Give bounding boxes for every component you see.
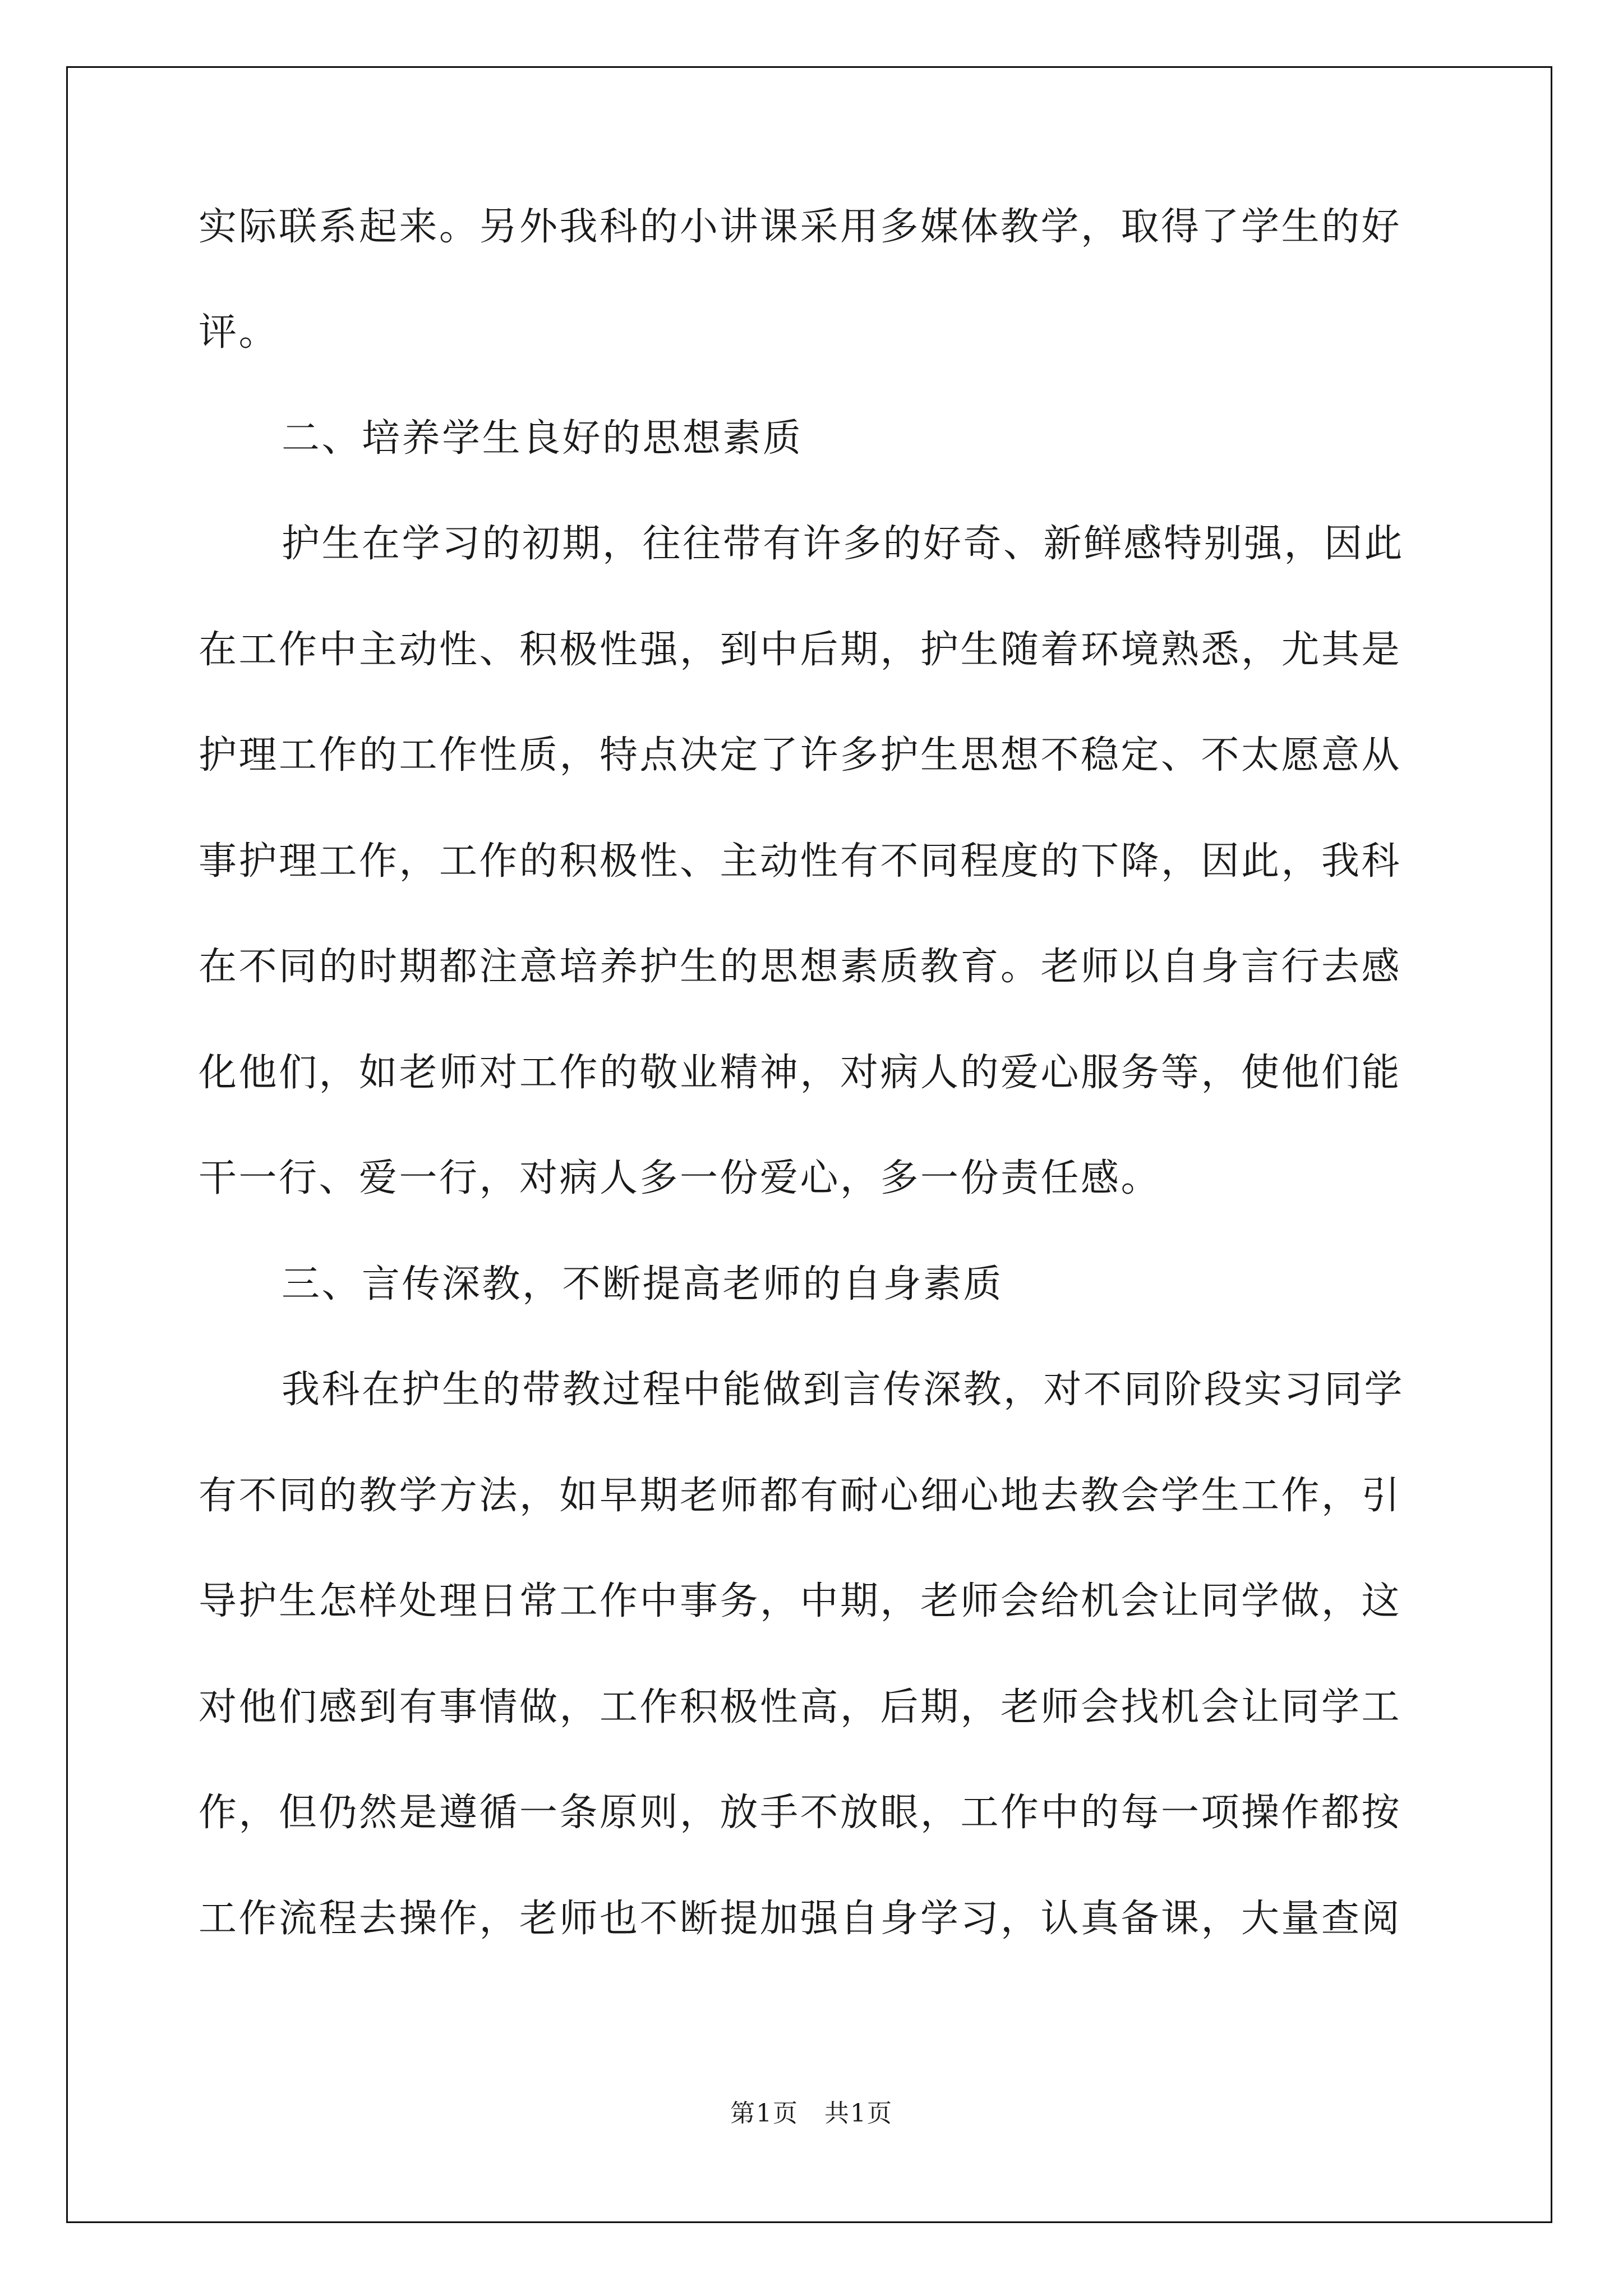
paragraph-line: 有不同的教学方法，如早期老师都有耐心细心地去教会学生工作，引 (199, 1474, 1402, 1518)
paragraph-line: 护理工作的工作性质，特点决定了许多护生思想不稳定、不太愿意从 (199, 733, 1402, 777)
paragraph-line: 干一行、爱一行，对病人多一份爱心，多一份责任感。 (199, 1156, 1161, 1200)
paragraph-line: 在不同的时期都注意培养护生的思想素质教育。老师以自身言行去感 (199, 945, 1402, 989)
paragraph-line: 作，但仍然是遵循一条原则，放手不放眼，工作中的每一项操作都按 (199, 1791, 1402, 1835)
paragraph-line: 导护生怎样处理日常工作中事务，中期，老师会给机会让同学做，这 (199, 1579, 1402, 1623)
paragraph-line: 在工作中主动性、积极性强，到中后期，护生随着环境熟悉，尤其是 (199, 628, 1402, 672)
paragraph-line: 对他们感到有事情做，工作积极性高，后期，老师会找机会让同学工 (199, 1685, 1402, 1729)
paragraph-line: 评。 (199, 310, 279, 355)
paragraph-line: 工作流程去操作，老师也不断提加强自身学习，认真备课，大量查阅 (199, 1897, 1402, 1941)
paragraph-line: 护生在学习的初期，往往带有许多的好奇、新鲜感特别强，因此 (282, 522, 1405, 566)
section-heading: 二、培养学生良好的思想素质 (282, 416, 803, 461)
paragraph-line: 我科在护生的带教过程中能做到言传深教，对不同阶段实习同学 (282, 1368, 1405, 1412)
page-number-footer: 第1页 共1页 (730, 2099, 893, 2128)
paragraph-line: 事护理工作，工作的积极性、主动性有不同程度的下降，因此，我科 (199, 839, 1402, 884)
paragraph-line: 实际联系起来。另外我科的小讲课采用多媒体教学，取得了学生的好 (199, 205, 1402, 249)
paragraph-line: 化他们，如老师对工作的敬业精神，对病人的爱心服务等，使他们能 (199, 1051, 1402, 1095)
section-heading: 三、言传深教，不断提高老师的自身素质 (282, 1262, 1004, 1306)
